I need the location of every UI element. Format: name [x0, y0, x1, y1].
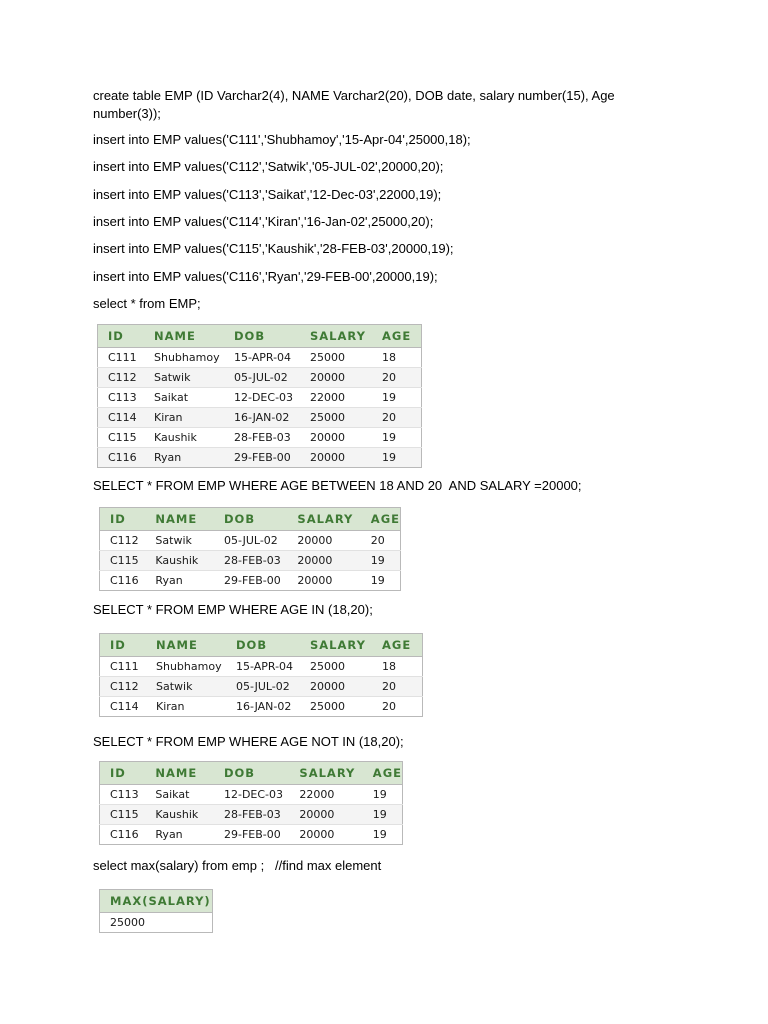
cell-id: C116 — [100, 825, 146, 845]
col-age-header: AGE — [363, 762, 403, 785]
cell-salary: 22000 — [300, 388, 372, 408]
cell-age: 19 — [363, 785, 403, 805]
cell-name: Saikat — [145, 785, 214, 805]
cell-age: 20 — [372, 697, 423, 717]
insert-statement: insert into EMP values('C115','Kaushik','28-FEB-03',20000,19); — [93, 241, 454, 256]
cell-dob: 05-JUL-02 — [224, 368, 300, 388]
cell-id: C115 — [100, 551, 146, 571]
cell-salary: 20000 — [289, 825, 362, 845]
cell-age: 18 — [372, 657, 423, 677]
cell-max-salary: 25000 — [100, 913, 213, 933]
table-row — [100, 531, 401, 551]
col-dob-header: DOB — [226, 634, 300, 657]
table-header-row — [100, 508, 401, 531]
col-name-header: NAME — [145, 762, 214, 785]
cell-dob: 12-DEC-03 — [214, 785, 289, 805]
table-row — [100, 657, 423, 677]
cell-age: 20 — [372, 677, 423, 697]
table-row — [100, 805, 403, 825]
select-all-statement: select * from EMP; — [93, 296, 201, 311]
cell-dob: 15-APR-04 — [224, 348, 300, 368]
cell-salary: 20000 — [300, 428, 372, 448]
insert-statement: insert into EMP values('C116','Ryan','29-FEB-00',20000,19); — [93, 269, 438, 284]
cell-dob: 05-JUL-02 — [214, 531, 287, 551]
cell-salary: 25000 — [300, 408, 372, 428]
table-header-row — [98, 325, 422, 348]
cell-age: 19 — [372, 428, 422, 448]
query-max: select max(salary) from emp ; //find max element — [93, 858, 382, 873]
table-row — [100, 677, 423, 697]
cell-name: Kaushik — [145, 805, 214, 825]
cell-dob: 28-FEB-03 — [214, 805, 289, 825]
cell-dob: 15-APR-04 — [226, 657, 300, 677]
cell-dob: 28-FEB-03 — [214, 551, 287, 571]
cell-name: Shubhamoy — [144, 348, 224, 368]
cell-salary: 20000 — [287, 571, 360, 591]
cell-age: 20 — [361, 531, 401, 551]
col-salary-header: SALARY — [287, 508, 360, 531]
cell-id: C116 — [100, 571, 146, 591]
table-row — [98, 428, 422, 448]
cell-salary: 25000 — [300, 697, 372, 717]
cell-name: Kaushik — [145, 551, 214, 571]
cell-name: Saikat — [144, 388, 224, 408]
cell-age: 20 — [372, 408, 422, 428]
cell-salary: 20000 — [287, 531, 360, 551]
cell-salary: 25000 — [300, 348, 372, 368]
query-between: SELECT * FROM EMP WHERE AGE BETWEEN 18 AND 20 AND SALARY =20000; — [93, 478, 582, 493]
table-header-row — [100, 762, 403, 785]
result-table-not-in — [99, 761, 403, 845]
cell-dob: 16-JAN-02 — [224, 408, 300, 428]
cell-dob: 05-JUL-02 — [226, 677, 300, 697]
cell-salary: 20000 — [300, 677, 372, 697]
cell-id: C114 — [100, 697, 147, 717]
cell-salary: 20000 — [300, 368, 372, 388]
cell-salary: 25000 — [300, 657, 372, 677]
table-row — [98, 408, 422, 428]
col-dob-header: DOB — [214, 762, 289, 785]
col-dob-header: DOB — [214, 508, 287, 531]
col-salary-header: SALARY — [300, 634, 372, 657]
cell-age: 19 — [361, 571, 401, 591]
table-row — [98, 348, 422, 368]
col-salary-header: SALARY — [300, 325, 372, 348]
cell-dob: 29-FEB-00 — [214, 571, 287, 591]
col-age-header: AGE — [361, 508, 401, 531]
create-table-statement: create table EMP (ID Varchar2(4), NAME Varchar2(20), DOB date, salary number(15), Age number(3)); — [93, 88, 615, 121]
cell-name: Ryan — [145, 825, 214, 845]
cell-dob: 29-FEB-00 — [214, 825, 289, 845]
cell-age: 20 — [372, 368, 422, 388]
col-name-header: NAME — [146, 634, 226, 657]
cell-age: 19 — [361, 551, 401, 571]
table-row — [98, 368, 422, 388]
insert-statement: insert into EMP values('C114','Kiran','16-Jan-02',25000,20); — [93, 214, 434, 229]
cell-age: 19 — [363, 825, 403, 845]
col-max-salary-header: MAX(SALARY) — [100, 890, 213, 913]
cell-id: C112 — [100, 677, 147, 697]
col-id-header: ID — [100, 762, 146, 785]
col-salary-header: SALARY — [289, 762, 362, 785]
col-name-header: NAME — [145, 508, 214, 531]
table-header-row — [100, 890, 213, 913]
cell-dob: 29-FEB-00 — [224, 448, 300, 468]
cell-name: Ryan — [145, 571, 214, 591]
result-table-in — [99, 633, 423, 717]
cell-salary: 22000 — [289, 785, 362, 805]
insert-statement: insert into EMP values('C111','Shubhamoy','15-Apr-04',25000,18); — [93, 132, 471, 147]
query-not-in: SELECT * FROM EMP WHERE AGE NOT IN (18,20); — [93, 734, 404, 749]
cell-id: C113 — [100, 785, 146, 805]
cell-name: Kiran — [144, 408, 224, 428]
col-age-header: AGE — [372, 325, 422, 348]
result-table-max — [99, 889, 213, 933]
cell-dob: 12-DEC-03 — [224, 388, 300, 408]
col-id-header: ID — [100, 634, 147, 657]
table-row — [100, 913, 213, 933]
cell-id: C112 — [98, 368, 145, 388]
cell-age: 19 — [363, 805, 403, 825]
cell-id: C115 — [100, 805, 146, 825]
table-row — [100, 785, 403, 805]
col-age-header: AGE — [372, 634, 423, 657]
cell-salary: 20000 — [300, 448, 372, 468]
query-in: SELECT * FROM EMP WHERE AGE IN (18,20); — [93, 602, 373, 617]
cell-name: Kaushik — [144, 428, 224, 448]
table-row — [98, 448, 422, 468]
table-row — [100, 551, 401, 571]
cell-id: C115 — [98, 428, 145, 448]
result-table-between — [99, 507, 401, 591]
cell-name: Satwik — [146, 677, 226, 697]
table-row — [100, 825, 403, 845]
col-dob-header: DOB — [224, 325, 300, 348]
cell-name: Shubhamoy — [146, 657, 226, 677]
col-id-header: ID — [100, 508, 146, 531]
cell-id: C111 — [98, 348, 145, 368]
cell-id: C116 — [98, 448, 145, 468]
cell-dob: 16-JAN-02 — [226, 697, 300, 717]
table-row — [100, 571, 401, 591]
cell-salary: 20000 — [289, 805, 362, 825]
cell-dob: 28-FEB-03 — [224, 428, 300, 448]
cell-age: 19 — [372, 448, 422, 468]
cell-age: 18 — [372, 348, 422, 368]
table-header-row — [100, 634, 423, 657]
cell-name: Kiran — [146, 697, 226, 717]
result-table-all — [97, 324, 422, 468]
col-id-header: ID — [98, 325, 145, 348]
cell-salary: 20000 — [287, 551, 360, 571]
cell-name: Ryan — [144, 448, 224, 468]
table-row — [98, 388, 422, 408]
col-name-header: NAME — [144, 325, 224, 348]
cell-id: C113 — [98, 388, 145, 408]
insert-statement: insert into EMP values('C113','Saikat','12-Dec-03',22000,19); — [93, 187, 442, 202]
cell-id: C114 — [98, 408, 145, 428]
insert-statement: insert into EMP values('C112','Satwik','05-JUL-02',20000,20); — [93, 159, 444, 174]
table-row — [100, 697, 423, 717]
cell-name: Satwik — [145, 531, 214, 551]
cell-name: Satwik — [144, 368, 224, 388]
cell-age: 19 — [372, 388, 422, 408]
cell-id: C111 — [100, 657, 147, 677]
cell-id: C112 — [100, 531, 146, 551]
